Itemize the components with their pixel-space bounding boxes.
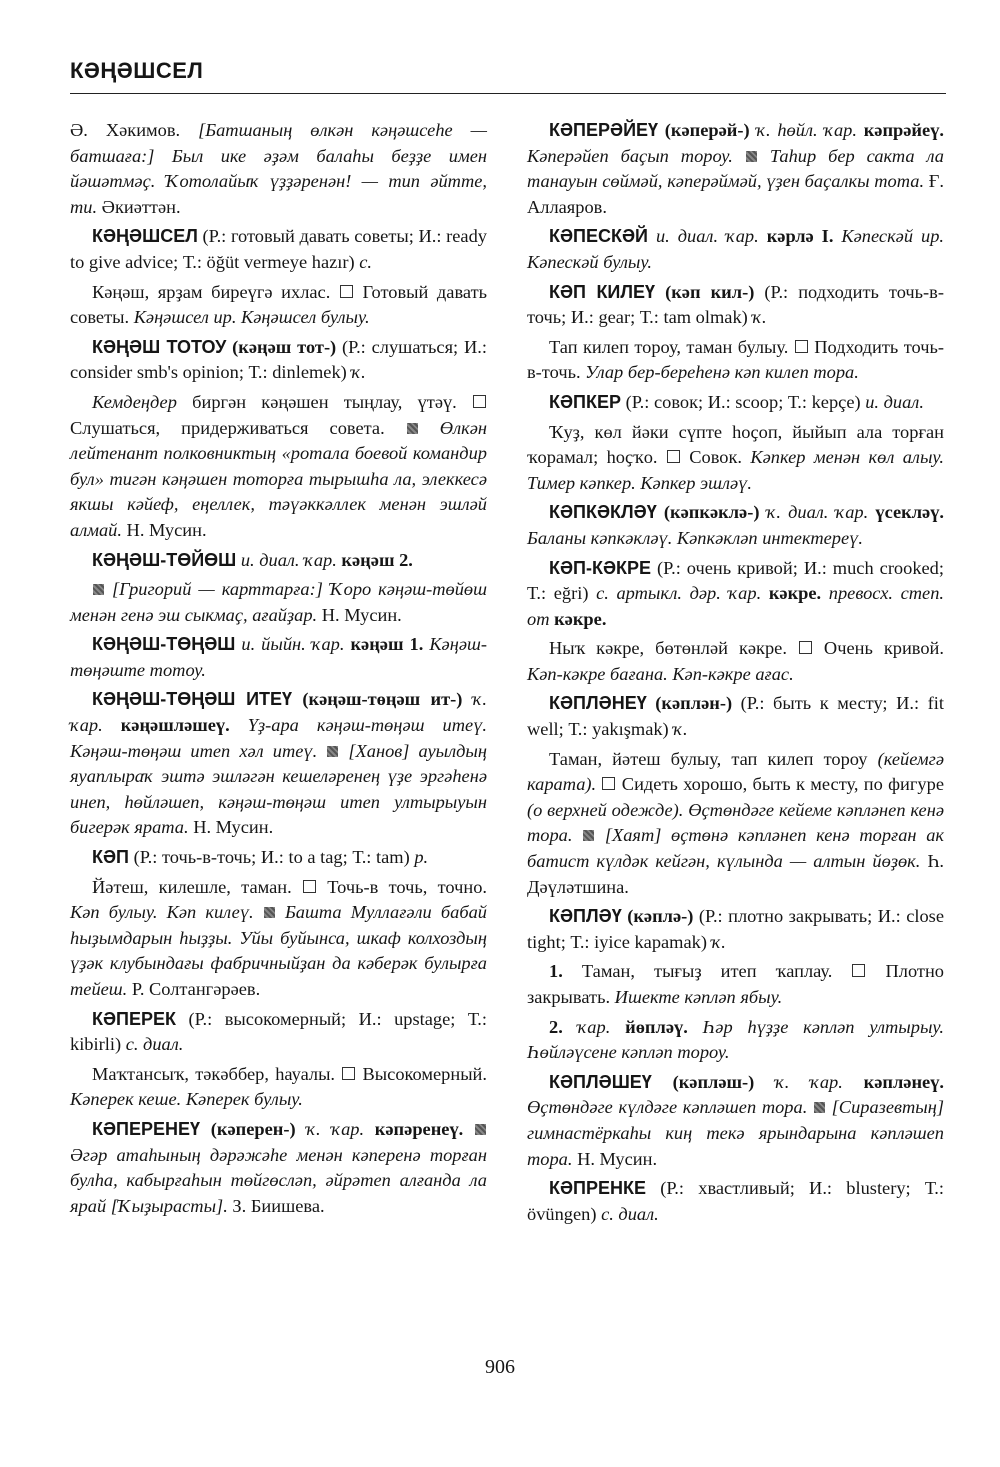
example-text: [Хаят] өҫтөнә кәпләнеп кенә торған ак батист күлдәк кейгән, күлында — алтын йөҙөк. xyxy=(527,825,944,872)
dictionary-entry xyxy=(527,390,944,416)
source-text: Р. Солтангәрәев. xyxy=(127,979,261,999)
hatched-square-icon xyxy=(327,746,338,757)
example-text: Кәперек кеше. Кәперек булыу. xyxy=(70,1089,303,1110)
definition xyxy=(527,636,944,687)
source-text: Н. Мусин. xyxy=(572,1148,658,1169)
right-column xyxy=(527,118,944,1231)
dictionary-entry xyxy=(70,845,487,871)
headword: КӘПЕРЕНЕҮ xyxy=(92,1118,201,1139)
headword: КӘПКЕР xyxy=(549,391,621,412)
definition xyxy=(527,747,944,901)
headword: КӘҢӘШ-ТӨЙӨШ xyxy=(92,549,237,570)
headword: КӘПЛӘҮ xyxy=(549,906,622,927)
sense-number: 1. xyxy=(549,961,563,982)
translations: (Р.: совок; И.: scoop; Т.: kepçe) xyxy=(621,391,866,412)
example-text: Улар бер-береһенә кәп килеп тора. xyxy=(585,362,859,383)
translations: (Р.: подходить точь-в-точь; И.: gear; Т.: tam olmak) xyxy=(527,281,944,328)
grammar-note: превосх. степ. от xyxy=(527,583,944,629)
headword: КӘПРЕНКЕ xyxy=(549,1178,646,1199)
verb-stem: (кәпләш-) xyxy=(651,1071,755,1092)
headword: КӘПЛӘШЕҮ xyxy=(549,1071,652,1092)
dictionary-entry xyxy=(527,904,944,955)
definition xyxy=(70,390,487,544)
russian-translation: Слушаться, придерживаться совета. xyxy=(70,417,406,438)
headword: КӘПЕСКӘЙ xyxy=(549,226,648,247)
source-text: З. Биишева. xyxy=(227,1195,325,1216)
russian-translation: Высокомерный. xyxy=(356,1063,487,1084)
dictionary-entry xyxy=(527,1070,944,1172)
definition-text: Тап килеп тороу, таман булыу. xyxy=(549,336,794,357)
translations: (Р.: слушаться; И.: consider smb's opinion; Т.: dinlemek) xyxy=(70,336,487,383)
source-text: Һ. Дәүләтшина. xyxy=(527,851,944,897)
hatched-square-icon xyxy=(93,584,104,595)
verb-stem: (кәпкәклә-) xyxy=(656,502,760,523)
sense-2 xyxy=(527,1015,944,1066)
cross-reference: кәкре. xyxy=(554,608,607,629)
example-text: Әгәр атаһының дәрәжәһе менән кәперенә торған булһа, кабырғаһын төйгөсләп, әйрәтеп алғанда ла ярай [Ҡыҙырасты]. xyxy=(70,1144,487,1216)
square-outline-icon xyxy=(602,777,615,790)
example-text: [Ханов] ауылдың яуаплыраҡ эштә эшләгән кешеләренең үҙе эргәһенә инеп, һөйләшеп, кәңәш-төңәш итеп ултырыуын бигерәк ярата. xyxy=(70,740,487,838)
grammar-note: ҡ. ҡар. xyxy=(295,1118,375,1139)
definition xyxy=(527,335,944,386)
definition xyxy=(70,280,487,331)
dictionary-entry xyxy=(70,1007,487,1058)
header-rule xyxy=(70,93,946,94)
sense-number: 2. xyxy=(549,1016,563,1037)
square-outline-icon xyxy=(342,1067,355,1080)
dictionary-entry xyxy=(70,224,487,275)
example-text: Кәңәш-төңәште тотоу. xyxy=(70,634,487,680)
cross-reference: кәрлә I. xyxy=(766,226,834,247)
grammar-note: ҡ. ҡар. xyxy=(754,1071,864,1092)
headword: КӘПЕРЕК xyxy=(92,1008,176,1029)
example-text: Баланы кәпкәкләү. Кәпкәкләп интектереү. xyxy=(527,527,863,548)
translations: (Р.: точь-в-точь; И.: to a tag; Т.: tam) xyxy=(129,847,415,868)
source-text: Әкиәттән. xyxy=(97,196,181,217)
headword: КӘҢӘШ-ТӨҢӘШ xyxy=(92,634,236,655)
example-text: [Батшаның өлкән кәңәшсеһе — батшаға:] Был ике әҙәм балаһы беҙҙе имен йәшәтмәҫ. Ҡотолайыҡ үҙҙәренән! — тип әйтте, ти. xyxy=(70,120,487,217)
source-text: Н. Мусин. xyxy=(317,604,402,625)
dictionary-entry xyxy=(70,632,487,683)
part-of-speech: с. диал. xyxy=(125,1034,184,1055)
example-text: Кәперәйеп баҫып тороу. xyxy=(527,145,745,166)
definition-text: Кәңәш, ярҙам биреүгә ихлас. xyxy=(92,281,339,302)
grammar-note: и. йыйн. ҡар. xyxy=(235,634,351,655)
definition-text: Маҡтансыҡ, тәкәббер, һауалы. xyxy=(92,1063,342,1084)
cross-reference: кәпәренеү. xyxy=(374,1118,464,1139)
source-text: Ғ. Аллаяров. xyxy=(527,171,944,217)
definition-text: Таман, тығыҙ итеп ҡаплау. xyxy=(562,961,852,982)
grammar-note: ҡ. һөйл. ҡар. xyxy=(749,120,864,140)
source-text: Н. Мусин. xyxy=(121,519,207,540)
cross-reference: кәпрәйеү. xyxy=(863,120,944,140)
example-text: [Григорий — карттарға:] Ҡоро кәңәш-төйөш менән генә эш сыкмаҫ, ағайҙар. xyxy=(70,579,487,625)
source-text: Н. Мусин. xyxy=(188,817,274,838)
definition xyxy=(527,420,944,497)
part-of-speech: р. xyxy=(414,847,429,868)
cross-reference: йөпләү. xyxy=(625,1016,688,1037)
verb-stem: (кәңәш-төңәш ит-) xyxy=(292,689,463,710)
translations: (Р.: готовый давать советы; И.: ready to give advice; Т.: öğüt vermeye hazır) xyxy=(70,226,487,272)
part-of-speech: ҡ. xyxy=(752,307,767,328)
verb-stem: (кәп кил-) xyxy=(655,281,755,302)
dictionary-entry xyxy=(527,224,944,275)
headword: КӘП-КӘКРЕ xyxy=(549,557,652,578)
dictionary-entry xyxy=(70,1117,487,1219)
grammar-note: ҡар. xyxy=(562,1016,626,1037)
grammar-note: ҡ. ҡар. xyxy=(70,689,487,736)
russian-translation: Сидеть хорошо, быть к месту, по фигуре xyxy=(616,774,944,795)
headword: КӘП КИЛЕҮ xyxy=(549,281,656,302)
square-outline-icon xyxy=(799,641,812,654)
square-outline-icon xyxy=(852,964,865,977)
cross-reference: кәпләнеү. xyxy=(863,1071,944,1092)
example-text: Кәп-кәкре бағана. Кәп-кәкре ағас. xyxy=(527,663,794,684)
definition-text: Кемдеңдер xyxy=(92,391,177,412)
dictionary-entry xyxy=(527,556,944,633)
headword: КӘҢӘШ-ТӨҢӘШ ИТЕҮ xyxy=(92,689,293,710)
square-outline-icon xyxy=(303,880,316,893)
definition xyxy=(70,1062,487,1113)
hatched-square-icon xyxy=(814,1102,825,1113)
headword: КӘПЕРӘЙЕҮ xyxy=(549,120,659,140)
part-of-speech: ҡ. xyxy=(673,719,688,740)
russian-translation: Плотно закрывать. xyxy=(527,961,944,1007)
square-outline-icon xyxy=(340,285,353,298)
sense-1 xyxy=(527,959,944,1010)
example-text: Кәңәшсел ир. Кәңәшсел булыу. xyxy=(133,307,370,328)
example-text: Үҙ-ара кәңәш-төңәш итеү. Кәңәш-төңәш итеп хәл итеү. xyxy=(70,715,487,761)
running-head: КӘҢӘШСЕЛ xyxy=(70,58,204,83)
headword: КӘҢӘШСЕЛ xyxy=(92,226,198,247)
author-text: Ә. Хәкимов. xyxy=(70,120,199,140)
cross-reference: кәкре. xyxy=(768,583,822,604)
dictionary-entry xyxy=(527,280,944,331)
verb-stem: (кәплә-) xyxy=(621,906,694,927)
example-text: Ишекте кәпләп ябыу. xyxy=(614,987,783,1007)
verb-stem: (кәңәш тот-) xyxy=(226,336,337,357)
dictionary-entry xyxy=(527,500,944,551)
dictionary-entry xyxy=(527,691,944,742)
page-number: 906 xyxy=(485,1356,515,1378)
translations: (Р.: хвастливый; И.: blustery; Т.: övüngen) xyxy=(527,1178,944,1224)
example-text: Таһир бер сакта ла танауын сөймәй, кәперәймәй, үҙен баҫалкы тота. xyxy=(527,145,944,192)
definition-text: Йәтеш, килешле, таман. xyxy=(92,876,302,897)
cross-reference: кәңәш 1. xyxy=(350,634,424,655)
russian-translation: Готовый давать советы. xyxy=(70,281,487,328)
dictionary-entry xyxy=(527,118,944,220)
translations: (Р.: быть к месту; И.: fit well; Т.: yakışmak) xyxy=(527,693,945,740)
dictionary-entry xyxy=(70,548,487,574)
headword: КӘҢӘШ ТОТОУ xyxy=(92,336,227,357)
entry-continuation xyxy=(70,118,487,220)
definition-text: Таман, йәтеш булыу, тап килеп тороу xyxy=(549,748,878,769)
square-outline-icon xyxy=(473,395,486,408)
example-text: Башта Муллағәли бабай һыҙымдарын һыҙҙы. Уйы буйынса, шкаф колхоздың үҙәк клубындағы фабричныйҙан да кәберәк булырға тейеш. xyxy=(70,902,487,999)
dictionary-entry xyxy=(70,687,487,841)
usage-note: (кейемгә карата). xyxy=(527,748,944,795)
example-text: (о верхней одежде). Өҫтөндәге кейеме кәпләнеп кенә тора. xyxy=(527,799,944,846)
part-of-speech: ҡ. xyxy=(711,931,726,952)
headword: КӘП xyxy=(92,847,129,868)
verb-stem: (кәперен-) xyxy=(200,1118,296,1139)
left-column xyxy=(70,118,487,1223)
square-outline-icon xyxy=(667,450,680,463)
hatched-square-icon xyxy=(746,151,757,162)
definition-text: биргән кәңәшен тыңлау, үтәү. xyxy=(176,391,472,412)
part-of-speech: и. диал. xyxy=(865,391,924,412)
definition-text: Ныҡ кәкре, бөтөнләй кәкре. xyxy=(549,638,798,659)
russian-translation: Совок. xyxy=(680,447,751,468)
grammar-note: и. диал. ҡар. xyxy=(236,549,342,570)
part-of-speech: с. xyxy=(359,251,372,272)
cross-reference: кәңәшләшеү. xyxy=(120,715,230,736)
verb-stem: (кәплән-) xyxy=(646,693,733,714)
example-text: Һәр һүҙҙе кәпләп ултырыу. Һөйләүсене кәпләп тороу. xyxy=(527,1016,944,1063)
dictionary-entry xyxy=(70,335,487,386)
translations: (Р.: плотно закрывать; И.: close tight; Т.: iyice kapamak) xyxy=(527,906,944,952)
hatched-square-icon xyxy=(475,1124,486,1135)
example-text: Өлкән лейтенант полковниктың «ротала боевой командир бул» тигән кәңәшен тоторға тырышһа ла, элеккесә якшы кәйеф, еңеллек, тәүәккәллек менән эшләй алмай. xyxy=(70,417,487,540)
cross-reference: кәңәш 2. xyxy=(341,549,413,570)
verb-stem: (кәперәй-) xyxy=(658,120,750,140)
grammar-note: и. диал. ҡар. xyxy=(648,226,767,247)
translations: (Р.: очень кривой; И.: much crooked; Т.: eğri) xyxy=(527,557,944,604)
part-of-speech: с. диал. xyxy=(601,1203,659,1224)
russian-translation: Подходить точь-в-точь. xyxy=(527,336,944,383)
definition xyxy=(70,577,487,628)
dictionary-entry xyxy=(527,1176,944,1227)
example-text: Өҫтөндәге күлдәге кәпләшеп тора. xyxy=(527,1097,813,1118)
translations: (Р.: высокомерный; И.: upstage; Т.: kibirli) xyxy=(70,1008,487,1055)
example-text: Кәп булыу. Кәп килеү. xyxy=(70,902,263,923)
hatched-square-icon xyxy=(264,907,275,918)
example-text: [Сиразевтың] гимнастёркаһы киң текә ярындарына кәпләшеп тора. xyxy=(527,1097,944,1169)
example-text: Кәпескәй ир. Кәпескәй булыу. xyxy=(527,226,944,272)
hatched-square-icon xyxy=(407,423,418,434)
square-outline-icon xyxy=(795,340,808,353)
hatched-square-icon xyxy=(583,830,594,841)
headword: КӘПКӘКЛӘҮ xyxy=(549,502,657,523)
part-of-speech: ҡ. xyxy=(351,362,366,383)
russian-translation: Точь-в точь, точно. xyxy=(317,876,487,897)
russian-translation: Очень кривой. xyxy=(812,638,944,659)
grammar-note: с. артыкл. дәр. ҡар. xyxy=(596,583,769,604)
definition-text: Ҡуҙ, көл йәки сүпте һоҫоп, йыйып ала торған ҡорамал; һоҫҡо. xyxy=(527,421,944,468)
example-text: Кәпкер менән көл алыу. Тимер кәпкер. Кәпкер эшләү. xyxy=(527,447,944,493)
definition xyxy=(70,875,487,1003)
grammar-note: ҡ. диал. ҡар. xyxy=(759,502,876,523)
cross-reference: үсекләү. xyxy=(875,502,944,523)
headword: КӘПЛӘНЕҮ xyxy=(549,693,647,714)
